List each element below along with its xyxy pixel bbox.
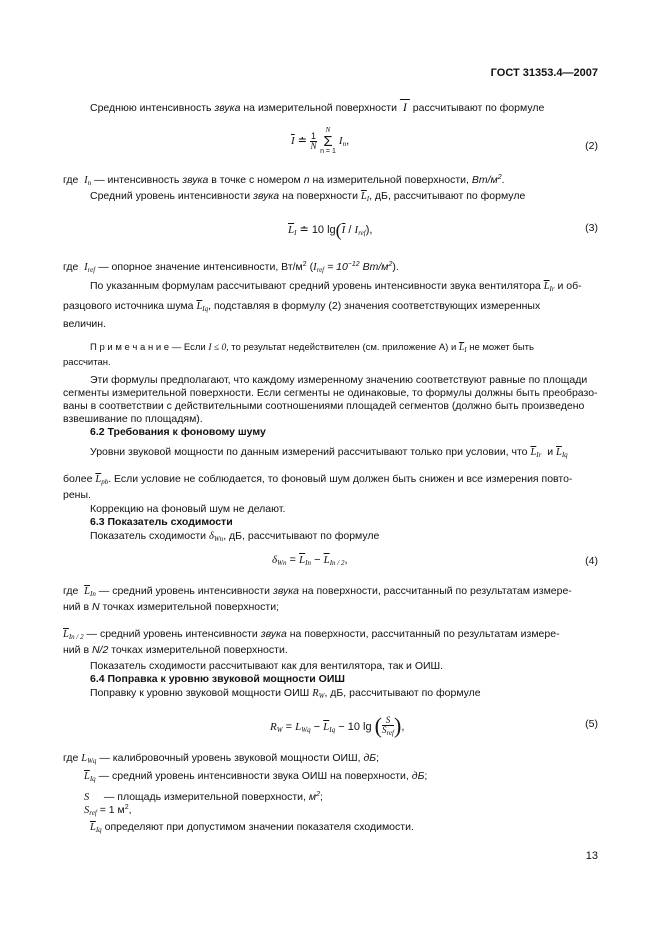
definition-In: [63, 171, 505, 190]
eq2-tail: ,: [346, 134, 350, 147]
equation-4-number: (4): [585, 555, 598, 567]
p5-sub3: pb: [101, 478, 109, 486]
where5-l1-pre: где: [63, 752, 79, 764]
where4a-text-c: на поверхности, рассчитанный по результатам измере-: [301, 585, 572, 597]
eq5-t2-sub: Iq: [329, 726, 336, 734]
equation-5: $R_W = L_{Wq} - \overline{L}_{Iq} - 10$ lg ( $\frac{S}{S_{ref}}$ ),: [270, 713, 405, 738]
p9-sub: W: [318, 692, 325, 700]
where4a-pre: где: [63, 585, 79, 597]
where5-l1-end: ;: [376, 752, 380, 764]
eq2-term-sub: n: [342, 139, 347, 148]
where4b-line2-a: ний в: [63, 644, 90, 656]
where2-text-c: в точке с номером: [211, 174, 301, 186]
page-number: 13: [585, 850, 598, 862]
eq4-minus: −: [314, 554, 321, 566]
where3-exp: −12: [347, 261, 360, 268]
where5-l1-text: — калибровочный уровень звуковой мощности ОИШ,: [99, 752, 361, 764]
equation-4: [272, 554, 348, 567]
p5-sym3: $\overline{L}$: [95, 474, 102, 485]
p5-sym1: $\overline{L}$: [530, 447, 537, 458]
section-6-4-title: 6.4 Поправка к уровню звуковой мощности ОИШ: [90, 673, 345, 685]
paragraph-assumption-l3: ваны в соответствии с действительными соотношениями площадей сегментов (должно быть произведено: [63, 400, 585, 412]
where2-pre: где: [63, 174, 79, 186]
where5-l2-sub: Iq: [89, 775, 96, 783]
where4b-text-a: — средний уровень интенсивности: [86, 628, 258, 640]
eq4-lhs: δ: [272, 554, 278, 566]
eq2-term: I: [338, 134, 343, 147]
paragraph-assumption-l4: взвешивание по площадям).: [63, 413, 203, 425]
paragraph-background-l3: рены.: [63, 489, 91, 501]
eq3-text: 10 lg: [311, 224, 336, 236]
paragraph-formulas-l1: [90, 280, 582, 296]
eq5-frac-den-sub: ref: [386, 729, 394, 738]
where2-end: .: [501, 174, 505, 186]
paragraph-mean-level: [90, 190, 525, 206]
eq4-lhs-sub: Wn: [277, 559, 287, 567]
where5-l4-sup: 2: [124, 804, 129, 811]
where5-l5-sub: Iq: [95, 826, 102, 834]
where5-l2-unit: дБ: [411, 770, 425, 782]
p3-line2-sub: Iq: [202, 305, 209, 313]
p2-a: Средний уровень интенсивности: [90, 190, 251, 202]
eq3-rel: ≐: [299, 224, 309, 236]
p5-sub2: Iq: [561, 451, 568, 459]
definition-Sref: [84, 801, 132, 820]
equation-2: [291, 126, 349, 156]
where2-unit: Вт/м: [471, 174, 498, 186]
where3-paren-open: (: [309, 261, 314, 273]
paragraph-correction: [90, 687, 481, 703]
p3-line2-a: разцового источника шума: [63, 300, 194, 312]
p5-line2-b: . Если условие не соблюдается, то фоновый шум должен быть снижен и все измерения повто-: [108, 473, 573, 485]
paragraph-convergence-both: Показатель сходимости рассчитывают как для вентилятора, так и ОИШ.: [90, 660, 444, 672]
eq2-frac-num: 1: [311, 130, 317, 141]
eq5-text: 10 lg: [347, 721, 372, 733]
p3-line1-b: и об-: [557, 280, 582, 292]
where4b-text-b: звука: [260, 628, 287, 640]
where5-l1-unit: дБ: [363, 752, 377, 764]
note-a: — Если: [171, 342, 206, 353]
where4a-line2-a: ний в: [63, 601, 90, 613]
where4b-text-c: на поверхности, рассчитанный по результатам измере-: [289, 628, 560, 640]
where3-paren-close: ).: [392, 261, 399, 273]
note-cond: I ≤ 0,: [208, 343, 229, 353]
where4b-line2-b: N/2: [91, 644, 109, 656]
p3-line2-sym: $\overline{L}$: [196, 301, 203, 312]
paragraph-convergence: [90, 530, 379, 546]
paragraph-assumption-l1: Эти формулы предполагают, что каждому измеренному значению соответствуют равные по площади: [90, 374, 588, 386]
where4a-sym: $\overline{L}$: [84, 586, 91, 597]
p3-line1-sym: $\overline{L}$: [543, 281, 550, 292]
where5-l3-end: ;: [319, 791, 323, 803]
eq2-frac-den: N: [310, 140, 317, 151]
where3-val: = 10: [327, 261, 348, 273]
where2-text-a: — интенсивность: [94, 174, 180, 186]
eq3-slash: /: [348, 224, 352, 236]
eq5-fraction: [382, 716, 394, 738]
paragraph-no-correction: Коррекцию на фоновый шум не делают.: [90, 503, 286, 515]
where4a-text-b: звука: [272, 585, 300, 597]
eq5-frac-num: S: [382, 716, 394, 726]
where5-l4-text: = 1 м: [99, 804, 125, 816]
where5-l5-text: определяют при допустимом значении показателя сходимости.: [104, 821, 414, 833]
eq2-sum-top: N: [325, 126, 331, 134]
paragraph-formulas-l3: величин.: [63, 318, 106, 330]
where5-l4-end: ,: [128, 804, 132, 816]
p7-sym: δ: [208, 531, 214, 542]
where4a-line2-c: точках измерительной поверхности;: [102, 601, 279, 613]
where2-text-e: на измерительной поверхности,: [312, 174, 469, 186]
eq5-frac-den: S: [381, 725, 387, 736]
paragraph-background-l1: [90, 446, 568, 462]
p7-b: , дБ, рассчитывают по формуле: [223, 530, 380, 542]
where5-l1-sub: Wq: [87, 757, 97, 765]
p9-sym: R: [312, 688, 319, 699]
definition-LIq: [84, 770, 427, 786]
eq5-minus2: −: [338, 721, 345, 733]
where4a-sub: In: [90, 590, 96, 598]
p2-c: на поверхности: [282, 190, 358, 202]
where3-val-unit-sup: 2: [388, 261, 393, 268]
eq2-fraction: [310, 132, 317, 151]
note-line1: [90, 341, 534, 357]
paragraph-background-l2: [63, 473, 572, 489]
eq5-tail: ,: [401, 721, 405, 733]
eq3-lhs: $\overline{L}$: [288, 224, 295, 236]
p2-b: звука: [253, 190, 280, 202]
equation-5-number: (5): [585, 718, 598, 730]
where3-sym-sub: ref: [87, 266, 96, 274]
where2-unit-sup: 2: [497, 174, 502, 181]
p2-sym-sub: I: [366, 195, 370, 203]
where2-sym: I: [84, 175, 88, 186]
p9-b: , дБ, рассчитывают по формуле: [324, 687, 481, 699]
note-sub: I: [464, 346, 467, 354]
where5-l2-text: — средний уровень интенсивности звука ОИШ на поверхности,: [98, 770, 409, 782]
eq3-term2-sub: ref: [358, 229, 366, 237]
p3-line1-sub: Ir: [549, 285, 555, 293]
where5-l4-sub: ref: [89, 809, 97, 817]
p7-sub: Wn: [213, 535, 224, 543]
eq4-t2: $\overline{L}$: [323, 554, 330, 566]
eq3-term2: I: [354, 224, 359, 236]
eq4-tail: ,: [344, 554, 348, 566]
p3-line1-a: По указанным формулам рассчитывают средний уровень интенсивности звука вентилятора: [90, 280, 541, 292]
eq5-t1-sub: Wq: [301, 726, 311, 734]
p5-and: и: [547, 446, 554, 458]
where3-sym: I: [84, 262, 88, 273]
equation-3-number: (3): [585, 222, 598, 234]
p2-sym: $\overline{L}$: [360, 191, 367, 202]
p5-sub1: Ir: [536, 451, 542, 459]
where4b-line2-c: точках измерительной поверхности.: [111, 644, 288, 656]
where2-text-d: n: [303, 174, 310, 186]
where4a-text-a: — средний уровень интенсивности: [98, 585, 271, 597]
where2-text-b: звука: [182, 174, 209, 186]
eq5-lhs: R: [270, 721, 277, 733]
eq2-rel: ≐: [297, 134, 307, 147]
paragraph-mean-intensity: Среднюю интенсивность звука на измерительной поверхности I рассчитывают по формуле: [90, 100, 545, 114]
definition-LIn-l1: [63, 585, 572, 601]
note-label: П р и м е ч а н и е: [90, 342, 170, 353]
eq3-lhs-sub: I: [294, 229, 297, 237]
p5-line1-a: Уровни звуковой мощности по данным измерений рассчитывают только при условии, что: [90, 446, 528, 458]
where3-text: — опорное значение интенсивности, Вт/м: [98, 261, 303, 273]
eq4-t1: $\overline{L}$: [299, 554, 306, 566]
where5-l3-sup: 2: [316, 791, 320, 798]
section-6-3-title: 6.3 Показатель сходимости: [90, 516, 233, 528]
eq2-sum-bot: n = 1: [320, 148, 336, 155]
eq2-lhs: $\overline{I}$: [291, 134, 295, 147]
paragraph-assumption-l2: сегменты измерительной поверхности. Если сегменты не одинаковые, то формулы должны быть преобразо-: [63, 387, 598, 399]
where4b-sub: In / 2: [68, 633, 84, 641]
where5-l2-sym: $\overline{L}$: [84, 771, 90, 782]
where5-l3-unit: м: [308, 791, 317, 803]
where5-l3-text: — площадь измерительной поверхности,: [103, 791, 306, 803]
where5-l1-sym: L: [81, 753, 88, 764]
equation-2-number: (2): [585, 140, 598, 152]
paragraph-formulas-l2: [63, 300, 540, 316]
where4b-sym: $\overline{L}$: [63, 629, 69, 640]
where3-unit-sup: 2: [302, 261, 307, 268]
eq2-sum: N Σ n = 1: [320, 126, 336, 155]
definition-Iref: [63, 258, 399, 277]
section-6-2-title: 6.2 Требования к фоновому шуму: [90, 426, 266, 438]
p3-line2-b: , подставляя в формулу (2) значения соответствующих измеренных: [208, 300, 541, 312]
p9-a: Поправку к уровню звуковой мощности ОИШ: [90, 687, 310, 699]
eq5-rel: =: [285, 721, 293, 733]
p2-d: , дБ, рассчитывают по формуле: [369, 190, 526, 202]
where2-sym-sub: n: [87, 179, 92, 187]
definition-LIq-condition: [90, 821, 414, 837]
note-b: то результат недействителен (см. приложение А) и: [231, 342, 457, 353]
where5-l4-sym: S: [84, 805, 90, 816]
where3-val-sub: ref: [316, 266, 325, 274]
p5-sym2: $\overline{L}$: [556, 447, 562, 458]
eq4-rel: =: [289, 554, 296, 566]
eq5-minus1: −: [313, 721, 321, 733]
eq5-lhs-sub: W: [276, 726, 283, 734]
eq3-tail: ),: [365, 224, 373, 236]
where5-l3-sym: S: [84, 792, 90, 803]
eq5-t1: L: [295, 721, 302, 733]
equation-3: $\overline{L}_I$ ≐ 10 $\lg(\overline{I} / I_{ref})$,: [288, 220, 373, 240]
definition-LWq: [63, 752, 379, 768]
where3-pre: где: [63, 261, 79, 273]
where4a-line2-b: N: [91, 601, 100, 613]
where5-l2-end: ;: [424, 770, 428, 782]
where5-l5-sym: $\overline{L}$: [90, 822, 96, 833]
p5-line2-a: более: [63, 473, 93, 485]
definition-LIn2-l1: [63, 628, 560, 644]
definition-LIn-l2: [63, 601, 279, 614]
note-sym: $\overline{L}$: [458, 343, 465, 353]
standard-number: ГОСТ 31353.4—2007: [490, 67, 598, 79]
p7-a: Показатель сходимости: [90, 530, 207, 542]
eq3-term1: $\overline{I}$: [341, 224, 346, 236]
definition-LIn2-l2: [63, 644, 288, 657]
where3-val-sym: I: [313, 262, 317, 273]
note-c: не может быть: [469, 342, 534, 353]
where3-val-unit: Вт/м: [362, 261, 389, 273]
note-line2: рассчитан.: [63, 357, 111, 368]
eq4-t2-sub: In / 2: [329, 559, 345, 567]
eq5-t2: $\overline{L}$: [323, 721, 330, 733]
eq4-t1-sub: In: [305, 559, 311, 567]
